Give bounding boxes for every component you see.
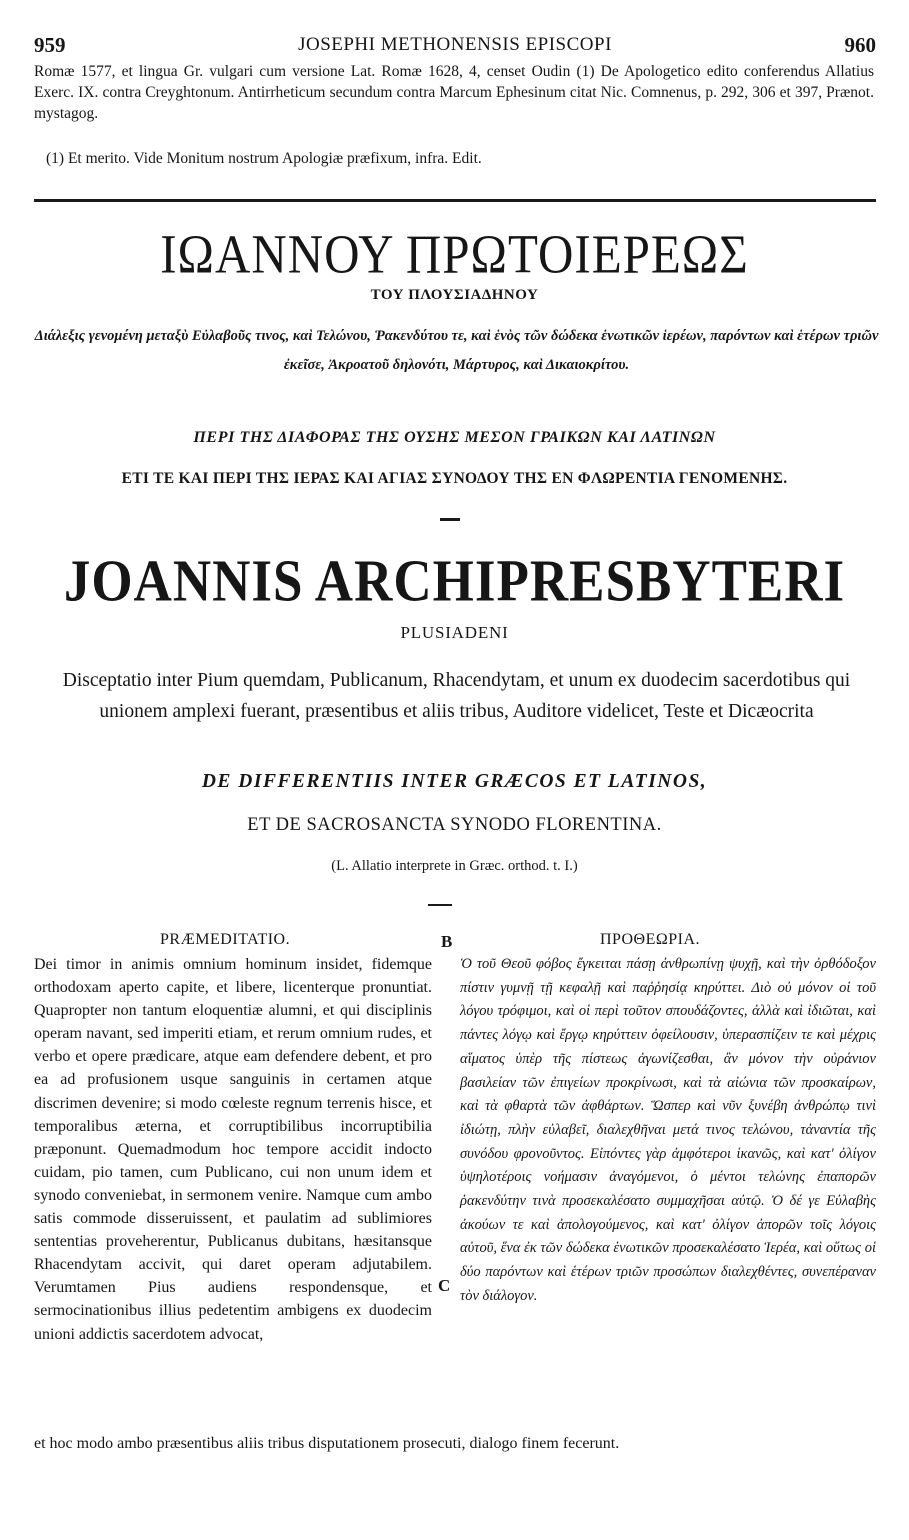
- greek-description: Διάλεξις γενομένη μεταξὺ Εὐλαβοῦς τινος, καὶ Τελώνου, Ῥακενδύτου τε, καὶ ἑνὸς τῶν δώδεκα ἑνωτικῶν ἱερέων, παρόντων καὶ ἑτέρων τριῶν ἐκεῖσε, Ἀκροατοῦ δηλονότι, Μάρτυρος, καὶ Δικαιοκρίτου.: [34, 328, 879, 373]
- greek-subtitle: ΤΟΥ ΠΛΟΥΣΙΑΔΗΝΟΥ: [370, 287, 539, 303]
- greek-column-text: Ὁ τοῦ Θεοῦ φόβος ἔγκειται πάσῃ ἀνθρωπίνῃ ψυχῇ, καὶ τὴν ὀρθόδοξον πίστιν γυμνῇ τῇ κεφαλῇ καὶ παῤῥησίᾳ κηρύττει. Διὸ οὐ μόνον οἱ τοῦ λόγου τρόφιμοι, καὶ οἱ περὶ τοῦτον σπουδάζοντες, ἀλλὰ καὶ ἰδιῶται, καὶ πάντες λόγῳ καὶ ἔργῳ κηρύττειν ὀφείλουσιν, ὑπερασπίζειν τε καὶ μέχρις αἵματος ὑπὲρ τῆς πίστεως ἀγωνίζεσθαι, ἂν μόνον τὴν οὐράνιον βασιλείαν τῶν ἐπιγείων προκρίνωσι, καὶ τὰ αἰώνια τῶν προσκαίρων, καὶ τὰ φθαρτὰ τῶν ἀφθάρτων. Ὥσπερ καὶ νῦν ξυνέβη ἀνθρώπῳ τινὶ ἰδιώτῃ, πλὴν εὐλαβεῖ, διαλεχθῆναι μετά τινος τελώνου, τἀναντία τῆς συνόδου φρονοῦντος. Εἰπόντες γὰρ ἀμφότεροι ἱκανῶς, καὶ κατ' ὀλίγον ὑψηλοτέροις νοήμασιν ἀναγόμενοι, ὁ μέντοι τελώνης ἐπαπορῶν ῥακενδύτην τινὰ προσεκαλέσατο συμμαχῆσαι αὐτῷ. Ὁ δέ γε Εὐλαβὴς ἀκούων τε καὶ ἀπολογούμενος, καὶ κατ' ὀλίγον ἀπορῶν τοῖς λόγοις αὐτοῦ, ἕνα ἐκ τῶν δώδεκα ἑνωτικῶν προσεκαλέσατο Ἱερέα, καὶ οὕτως οἱ δύο παρόντων καὶ ἑτέρων τριῶν προσώπων διαλεχθέντες, συνεπέραναν τὸν διάλογον.: [460, 956, 876, 1304]
- latin-title: JOANNIS ARCHIPRESBYTERI: [63, 549, 846, 615]
- running-head-title: JOSEPHI METHONENSIS EPISCOPI: [298, 34, 612, 55]
- latin-description: Disceptatio inter Pium quemdam, Publicanum, Rhacendytam, et unum ex duodecim sacerdotibus qui unionem amplexi fuerant, præsentibus et aliis tribus, Auditore videlicet, Teste et Dicæocrita: [62, 670, 851, 722]
- footnote: (1) Et merito. Vide Monitum nostrum Apologiæ præfixum, infra. Edit.: [46, 150, 482, 167]
- latin-caption-2: ET DE SACROSANCTA SYNODO FLORENTINA.: [247, 815, 662, 835]
- margin-marker-b: B: [441, 932, 453, 951]
- closing-text: et hoc modo ambo præsentibus aliis tribus disputationem prosecuti, dialogo finem fecerunt.: [34, 1435, 620, 1452]
- latin-caption-1: DE DIFFERENTIIS INTER GRÆCOS ET LATINOS,: [201, 771, 708, 792]
- previous-text: [34, 61, 874, 124]
- page-number-left: 959: [34, 33, 66, 57]
- left-column-heading: PRÆMEDITATIO.: [160, 931, 291, 948]
- greek-caption-2: ΕΤΙ ΤΕ ΚΑΙ ΠΕΡΙ ΤΗΣ ΙΕΡΑΣ ΚΑΙ ΑΓΙΑΣ ΣΥΝΟΔΟΥ ΤΗΣ ΕΝ ΦΛΩΡΕΝΤΙΑ ΓΕΝΟΜΕΝΗΣ.: [121, 470, 788, 487]
- latin-column-text: Dei timor in animis omnium hominum insidet, fidemque orthodoxam aperto capite, et libere, licenterque pronuntiat. Quapropter non tantum eloquentiæ alumni, et qui disciplinis operam navant, sed imperiti etiam, et rerum omnium rudes, et verbo et opere prædicare, atque eam defendere debent, et pro ea ad profusionem usque sanguinis in certamen atque discrimen devenire; si modo cœleste regnum terrenis hisce, et temporalibus æterna, et corruptibilibus incorruptibilia præponunt. Quemadmodum hoc tempore accidit indocto cuidam, pio tamen, cum Publicano, cui non unum idem et synodo conveniebat, in sermonem venire. Namque cum ambo satis commode disseruissent, et paulatim ad sublimiores sententias proveherentur, Publicanus dubitans, hæsitansque Rhacendytam accivit, qui daret operam adjutabilem. Verumtamen Pius audiens respondensque, et sermocinationibus illius pedetentim ambigens ex duodecim unioni addictis sacerdotem advocat,: [34, 956, 432, 1343]
- heading-separator-dash: [428, 904, 452, 906]
- previous-paragraph: Romæ 1577, et lingua Gr. vulgari cum versione Lat. Romæ 1628, 4, censet Oudin (1) De Apologetico edito conferendus Allatius Exerc. IX. contra Creyghtonum. Antirrheticum secundum contra Marcum Ephesinum citat Nic. Comnenus, p. 292, 306 et 397, Prænot. mystagog.: [34, 63, 874, 122]
- running-head: [34, 33, 876, 59]
- greek-title: ΙΩΑΝΝΟΥ ΠΡΩΤΟΙΕΡΕΩΣ: [160, 223, 749, 285]
- interpreter-note: (L. Allatio interprete in Græc. orthod. t. I.): [331, 858, 578, 874]
- margin-marker-c: C: [438, 1276, 451, 1295]
- latin-subtitle: PLUSIADENI: [400, 623, 509, 642]
- greek-caption-1: ΠΕΡΙ ΤΗΣ ΔΙΑΦΟΡΑΣ ΤΗΣ ΟΥΣΗΣ ΜΕΣΟΝ ΓΡΑΙΚΩΝ ΚΑΙ ΛΑΤΙΝΩΝ: [193, 429, 716, 446]
- title-separator-dash: [440, 518, 460, 521]
- right-column-heading: ΠΡΟΘΕΩΡΙΑ.: [600, 931, 701, 948]
- section-divider: [34, 199, 876, 202]
- page-number-right: 960: [844, 33, 876, 57]
